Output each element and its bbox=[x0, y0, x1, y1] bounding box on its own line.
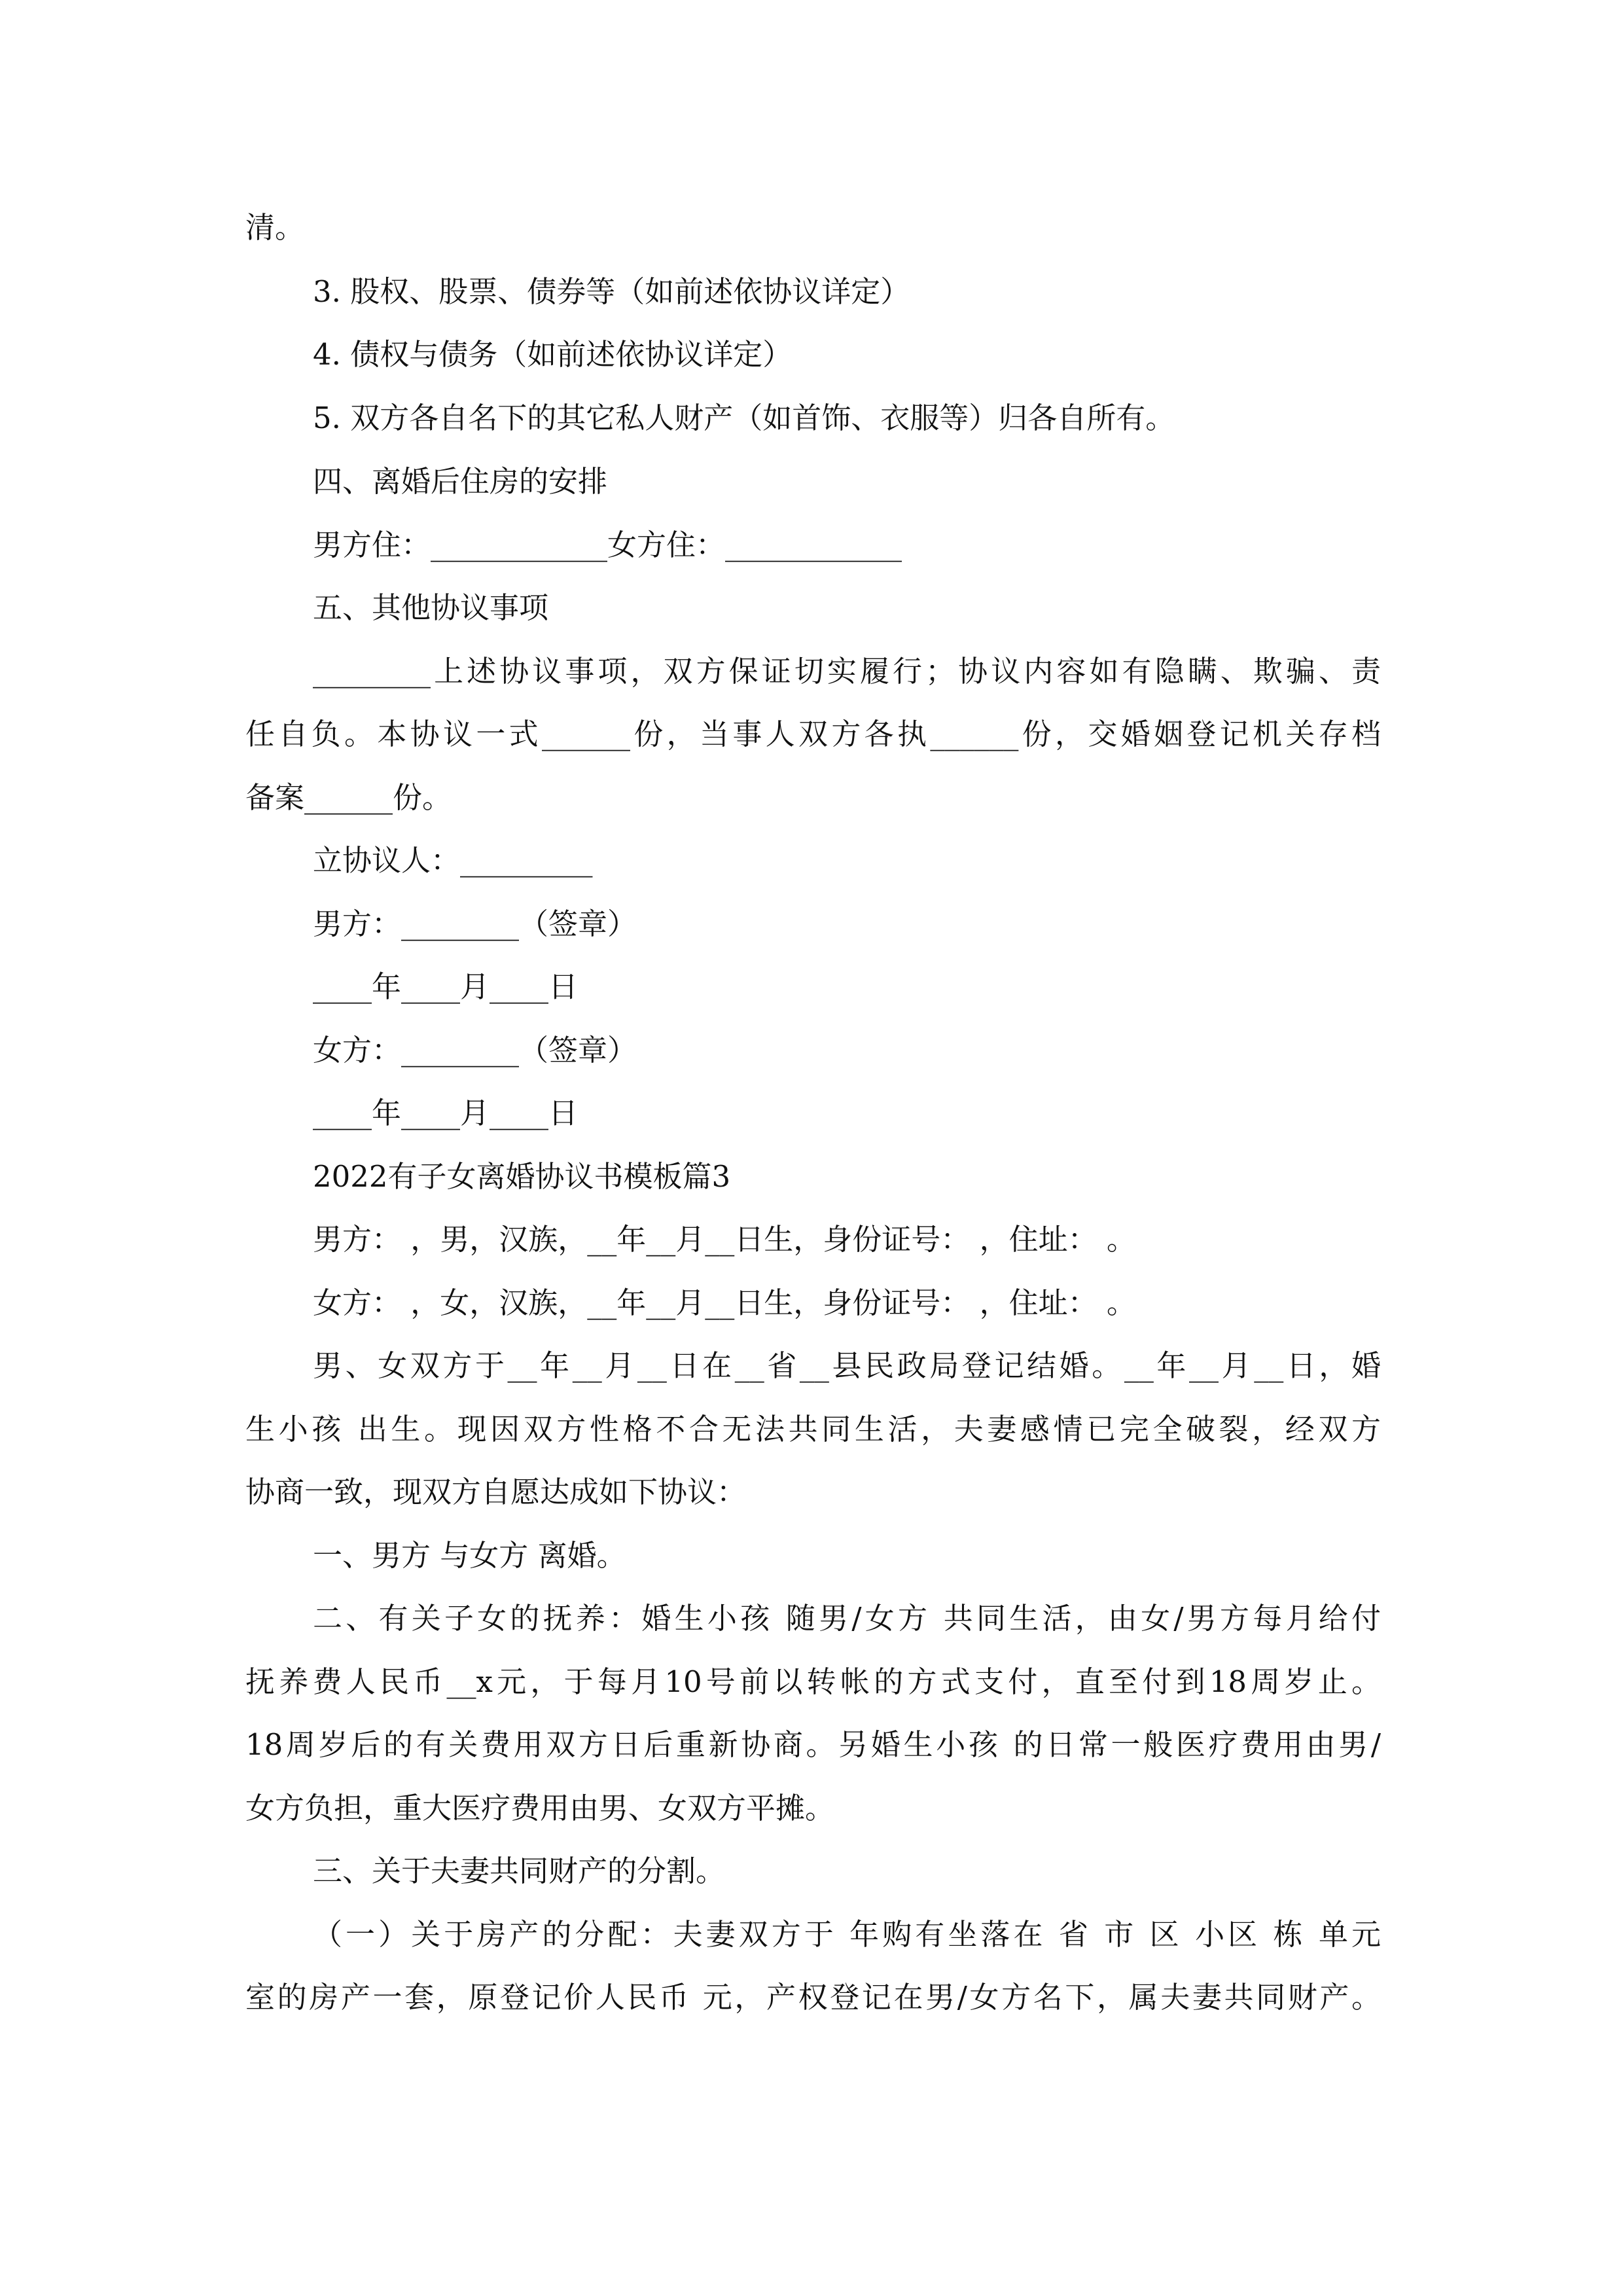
document-title: 2022有子女离婚协议书模板篇3 bbox=[313, 1159, 731, 1194]
text-line: （一）关于房产的分配：夫妻双方于 年购有坐落在 省 市 区 小区 栋 单元 bbox=[313, 1917, 1381, 1952]
section-heading: 四、离婚后住房的安排 bbox=[313, 464, 608, 499]
text-line: 协商一致，现双方自愿达成如下协议： bbox=[245, 1475, 747, 1509]
text-line: 一、男方 与女方 离婚。 bbox=[313, 1538, 626, 1573]
text-line: 男方住：____________女方住：____________ bbox=[313, 528, 902, 562]
text-line: 女方： ，女，汉族，__年__月__日生，身份证号： ，住址： 。 bbox=[313, 1285, 1136, 1320]
section-heading: 五、其他协议事项 bbox=[313, 590, 549, 625]
text-line: 女方：________（签章） bbox=[313, 1033, 637, 1067]
text-line: 备案______份。 bbox=[245, 780, 452, 815]
text-line: 清。 bbox=[245, 210, 305, 245]
text-line: 男方：________（签章） bbox=[313, 906, 637, 941]
text-line: ________上述协议事项，双方保证切实履行；协议内容如有隐瞒、欺骗、责 bbox=[313, 654, 1381, 689]
text-line: 4. 债权与债务（如前述依协议详定） bbox=[313, 337, 793, 372]
text-line: 18周岁后的有关费用双方日后重新协商。另婚生小孩 的日常一般医疗费用由男/ bbox=[245, 1727, 1381, 1762]
text-line: 室的房产一套，原登记价人民币 元，产权登记在男/女方名下，属夫妻共同财产。 bbox=[245, 1980, 1381, 2015]
text-line: 5. 双方各自名下的其它私人财产（如首饰、衣服等）归各自所有。 bbox=[313, 401, 1175, 435]
section-heading: 三、关于夫妻共同财产的分割。 bbox=[313, 1854, 726, 1888]
text-line: 男方： ，男，汉族，__年__月__日生，身份证号： ，住址： 。 bbox=[313, 1222, 1136, 1257]
text-line: 立协议人：_________ bbox=[313, 843, 593, 878]
text-line: ____年____月____日 bbox=[313, 1096, 579, 1130]
text-line: 女方负担，重大医疗费用由男、女双方平摊。 bbox=[245, 1791, 835, 1825]
text-line: 生小孩 出生。现因双方性格不合无法共同生活，夫妻感情已完全破裂，经双方 bbox=[245, 1412, 1381, 1446]
text-line: 3. 股权、股票、债券等（如前述依协议详定） bbox=[313, 274, 910, 309]
text-line: 抚养费人民币__x元，于每月10号前以转帐的方式支付，直至付到18周岁止。 bbox=[245, 1664, 1381, 1699]
text-line: 男、女双方于__年__月__日在__省__县民政局登记结婚。__年__月__日，婚 bbox=[313, 1348, 1381, 1383]
text-line: 二、有关子女的抚养：婚生小孩 随男/女方 共同生活，由女/男方每月给付 bbox=[313, 1601, 1381, 1636]
text-line: ____年____月____日 bbox=[313, 969, 579, 1004]
text-line: 任自负。本协议一式______份，当事人双方各执______份，交婚姻登记机关存档 bbox=[245, 717, 1381, 751]
